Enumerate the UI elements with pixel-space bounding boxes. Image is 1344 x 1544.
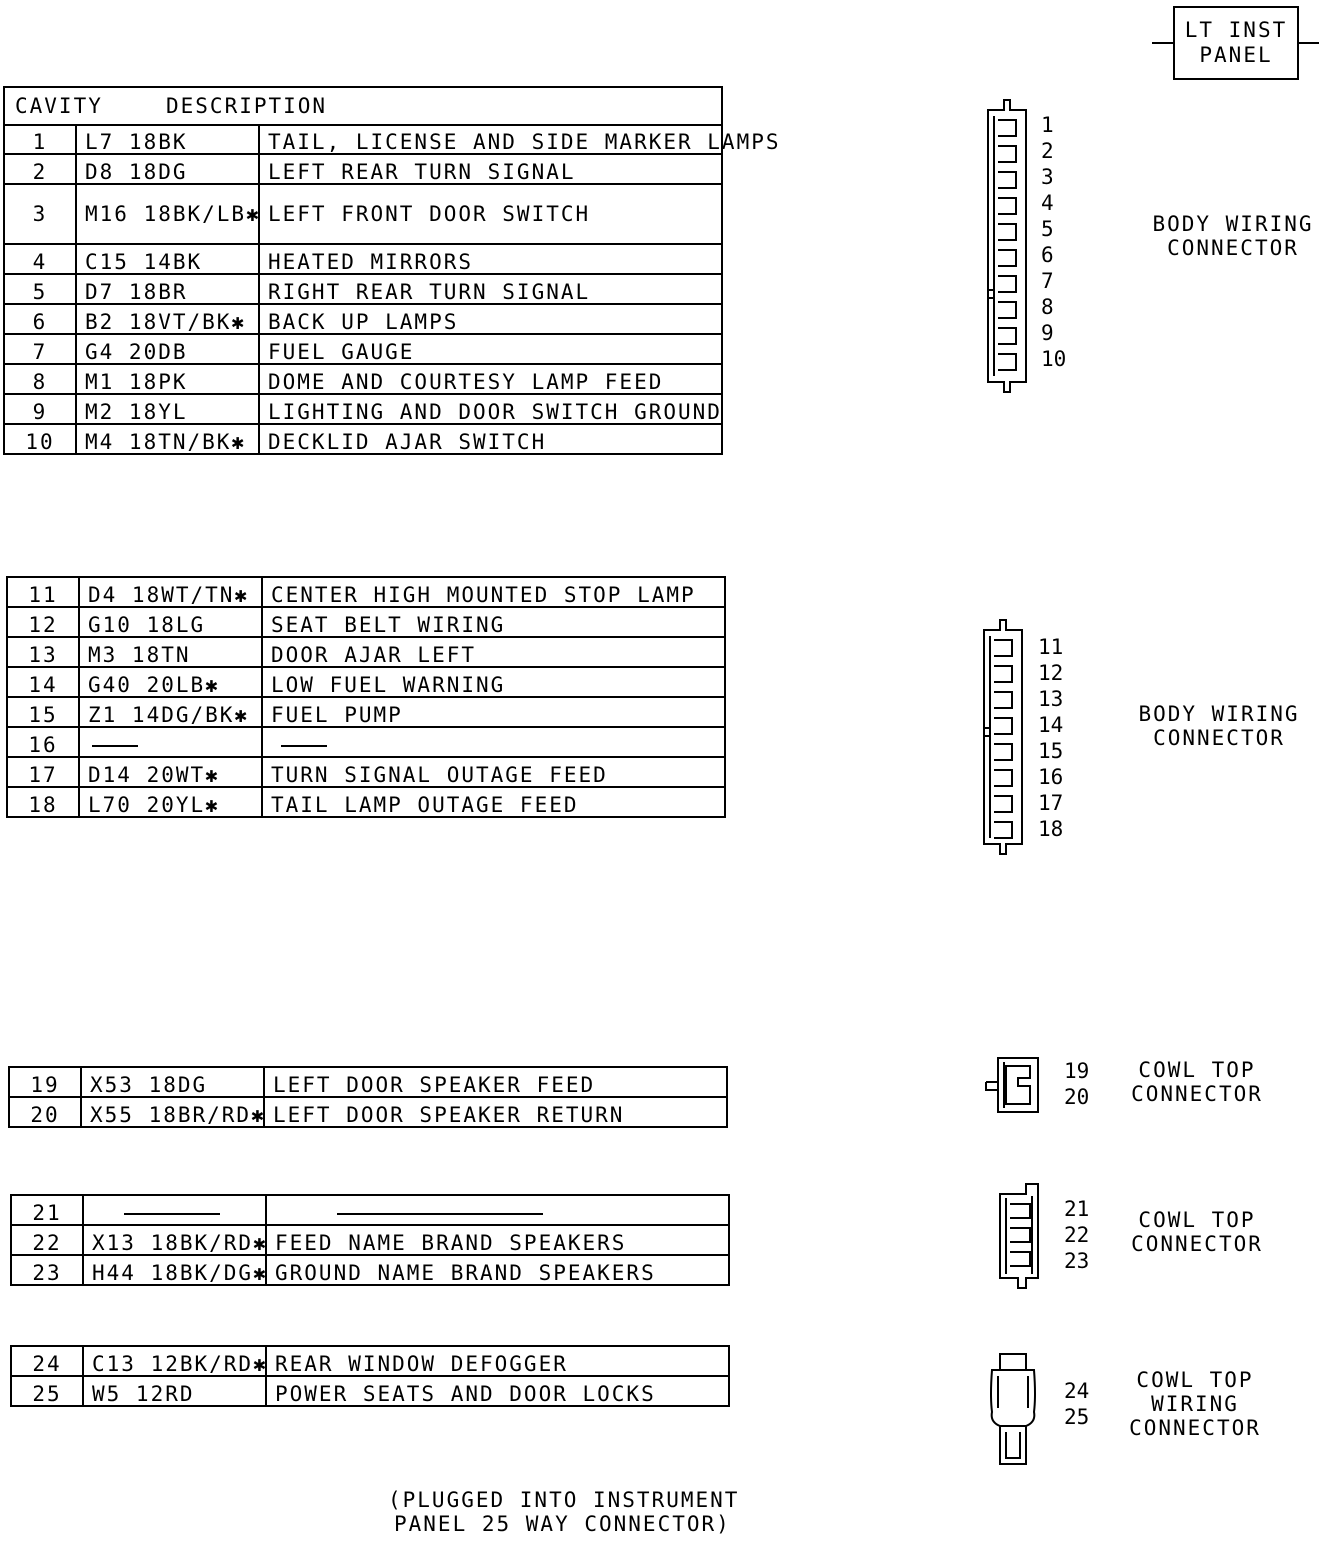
cowl-top-connector-2-icon	[996, 1182, 1044, 1290]
pin-number: 4	[1041, 191, 1054, 215]
table-row	[11, 1225, 729, 1255]
cavity-cell: 17	[7, 757, 79, 787]
cavity-cell: 4	[4, 244, 76, 274]
description-header: DESCRIPTION	[76, 87, 722, 125]
wire-cell: G10 18LG	[79, 607, 262, 637]
empty-description-dash	[337, 1213, 543, 1215]
table-row	[7, 757, 725, 787]
wire-cell: D4 18WT/TN✱	[79, 577, 262, 607]
table-row	[7, 697, 725, 727]
pin-number: 16	[1038, 765, 1064, 789]
connector-label-line2: CONNECTOR	[1167, 236, 1299, 260]
table-row	[4, 184, 722, 244]
cavity-cell: 24	[11, 1346, 83, 1376]
pin-number: 1	[1041, 113, 1054, 137]
pin-number: 8	[1041, 295, 1054, 319]
pin-number: 22	[1064, 1223, 1090, 1247]
pin-number: 5	[1041, 217, 1054, 241]
table-row	[4, 304, 722, 334]
wire-cell: C15 14BK	[76, 244, 259, 274]
empty-wire-dash	[124, 1213, 220, 1215]
cavity-cell: 25	[11, 1376, 83, 1406]
pin-number: 6	[1041, 243, 1054, 267]
cavity-cell: 9	[4, 394, 76, 424]
pin-number: 14	[1038, 713, 1064, 737]
table-row	[7, 787, 725, 817]
pin-number: 18	[1038, 817, 1064, 841]
description-cell: FUEL GAUGE	[259, 334, 722, 364]
description-cell: GROUND NAME BRAND SPEAKERS	[266, 1255, 729, 1285]
description-cell: FUEL PUMP	[262, 697, 725, 727]
pin-number: 19	[1064, 1059, 1090, 1083]
description-cell-empty	[262, 727, 725, 757]
connector-label-line2: WIRING	[1151, 1392, 1239, 1416]
cavity-table-3	[8, 1066, 728, 1128]
connector-2-pin-numbers	[1038, 634, 1063, 842]
cavity-cell: 22	[11, 1225, 83, 1255]
cavity-cell: 14	[7, 667, 79, 697]
empty-wire-dash	[92, 745, 138, 747]
wire-cell: H44 18BK/DG✱	[83, 1255, 266, 1285]
table-row	[11, 1346, 729, 1376]
table-row	[7, 667, 725, 697]
connector-label-line1: BODY WIRING	[1152, 212, 1314, 236]
pin-number: 11	[1038, 635, 1064, 659]
cavity-cell: 18	[7, 787, 79, 817]
cavity-cell: 16	[7, 727, 79, 757]
cavity-cell: 23	[11, 1255, 83, 1285]
table-row	[9, 1067, 727, 1097]
connector-label-line3: CONNECTOR	[1129, 1416, 1261, 1440]
wire-cell: W5 12RD	[83, 1376, 266, 1406]
description-cell: TAIL LAMP OUTAGE FEED	[262, 787, 725, 817]
description-cell: LOW FUEL WARNING	[262, 667, 725, 697]
table-row	[4, 125, 722, 154]
description-cell: RIGHT REAR TURN SIGNAL	[259, 274, 722, 304]
wire-cell: D14 20WT✱	[79, 757, 262, 787]
pin-number: 23	[1064, 1249, 1090, 1273]
table-header-row	[4, 87, 722, 125]
connector-label-line1: COWL TOP	[1138, 1208, 1256, 1232]
cavity-cell: 10	[4, 424, 76, 454]
panel-label-leader-right	[1297, 42, 1319, 44]
table-row	[7, 607, 725, 637]
empty-description-dash	[281, 745, 327, 747]
connector-label-line2: CONNECTOR	[1131, 1082, 1263, 1106]
connector-label-line1: COWL TOP	[1136, 1368, 1254, 1392]
connector-4-label	[1122, 1208, 1272, 1256]
pin-number: 9	[1041, 321, 1054, 345]
body-wiring-connector-1-icon	[984, 98, 1030, 394]
pin-number: 3	[1041, 165, 1054, 189]
cavity-cell: 7	[4, 334, 76, 364]
cavity-cell: 2	[4, 154, 76, 184]
cavity-header: CAVITY	[4, 87, 76, 125]
cavity-cell: 5	[4, 274, 76, 304]
cavity-table-1	[3, 86, 781, 455]
panel-label-leader-left	[1152, 42, 1174, 44]
table-row	[4, 364, 722, 394]
pin-number: 7	[1041, 269, 1054, 293]
wire-cell: D7 18BR	[76, 274, 259, 304]
pin-number: 10	[1041, 347, 1067, 371]
connector-3-label	[1122, 1058, 1272, 1106]
pin-number: 12	[1038, 661, 1064, 685]
table-row	[4, 334, 722, 364]
connector-label-line2: CONNECTOR	[1131, 1232, 1263, 1256]
cavity-cell: 3	[4, 184, 76, 244]
description-cell: LEFT DOOR SPEAKER RETURN	[264, 1097, 727, 1127]
wire-cell: B2 18VT/BK✱	[76, 304, 259, 334]
description-cell: LEFT REAR TURN SIGNAL	[259, 154, 722, 184]
wire-cell-empty	[79, 727, 262, 757]
description-cell: LEFT FRONT DOOR SWITCH	[259, 184, 722, 244]
description-cell-empty	[266, 1195, 729, 1225]
wire-cell: M1 18PK	[76, 364, 259, 394]
wire-cell: D8 18DG	[76, 154, 259, 184]
wire-cell: X53 18DG	[81, 1067, 264, 1097]
cavity-cell: 21	[11, 1195, 83, 1225]
table-row	[11, 1195, 729, 1225]
cowl-top-connector-1-icon	[984, 1056, 1044, 1116]
connector-4-pin-numbers	[1064, 1196, 1089, 1274]
table-row	[11, 1376, 729, 1406]
cavity-cell: 1	[4, 125, 76, 154]
description-cell: LEFT DOOR SPEAKER FEED	[264, 1067, 727, 1097]
wire-cell: M4 18TN/BK✱	[76, 424, 259, 454]
cowl-top-wiring-connector-icon	[984, 1352, 1044, 1468]
footnote-line2: PANEL 25 WAY CONNECTOR)	[394, 1512, 731, 1536]
cavity-cell: 8	[4, 364, 76, 394]
panel-label	[1173, 6, 1299, 80]
table-row	[4, 244, 722, 274]
wire-cell: G4 20DB	[76, 334, 259, 364]
wire-cell: X55 18BR/RD✱	[81, 1097, 264, 1127]
pin-number: 2	[1041, 139, 1054, 163]
connector-1-pin-numbers	[1041, 112, 1066, 372]
description-cell: REAR WINDOW DEFOGGER	[266, 1346, 729, 1376]
cavity-cell: 6	[4, 304, 76, 334]
description-cell: FEED NAME BRAND SPEAKERS	[266, 1225, 729, 1255]
panel-label-line2: PANEL	[1199, 43, 1273, 67]
cavity-cell: 12	[7, 607, 79, 637]
pin-number: 20	[1064, 1085, 1090, 1109]
cavity-table-5	[10, 1345, 730, 1407]
description-cell: TAIL, LICENSE AND SIDE MARKER LAMPS	[259, 125, 722, 154]
connector-label-line1: COWL TOP	[1138, 1058, 1256, 1082]
wire-cell: X13 18BK/RD✱	[83, 1225, 266, 1255]
connector-label-line2: CONNECTOR	[1153, 726, 1285, 750]
cavity-table-2	[6, 576, 726, 818]
description-cell: DOOR AJAR LEFT	[262, 637, 725, 667]
wire-cell: G40 20LB✱	[79, 667, 262, 697]
wire-cell: M2 18YL	[76, 394, 259, 424]
wire-cell: Z1 14DG/BK✱	[79, 697, 262, 727]
table-row	[7, 577, 725, 607]
connector-5-label	[1120, 1368, 1270, 1440]
description-cell: BACK UP LAMPS	[259, 304, 722, 334]
body-wiring-connector-2-icon	[980, 618, 1026, 856]
table-row	[4, 274, 722, 304]
connector-1-label	[1148, 212, 1318, 260]
pin-number: 24	[1064, 1379, 1090, 1403]
table-row	[4, 154, 722, 184]
table-row	[11, 1255, 729, 1285]
table-row	[4, 424, 722, 454]
cavity-cell: 13	[7, 637, 79, 667]
wire-cell: C13 12BK/RD✱	[83, 1346, 266, 1376]
wire-cell: M3 18TN	[79, 637, 262, 667]
description-cell: CENTER HIGH MOUNTED STOP LAMP	[262, 577, 725, 607]
panel-label-line1: LT INST	[1184, 18, 1288, 42]
cavity-cell: 15	[7, 697, 79, 727]
connector-2-label	[1134, 702, 1304, 750]
description-cell: POWER SEATS AND DOOR LOCKS	[266, 1376, 729, 1406]
cavity-cell: 20	[9, 1097, 81, 1127]
description-cell: DECKLID AJAR SWITCH	[259, 424, 722, 454]
connector-label-line1: BODY WIRING	[1138, 702, 1300, 726]
wire-cell-empty	[83, 1195, 266, 1225]
table-row	[7, 727, 725, 757]
description-cell: HEATED MIRRORS	[259, 244, 722, 274]
pin-number: 15	[1038, 739, 1064, 763]
cavity-cell: 11	[7, 577, 79, 607]
wire-cell: L70 20YL✱	[79, 787, 262, 817]
connector-5-pin-numbers	[1064, 1378, 1089, 1430]
cavity-table-4	[10, 1194, 730, 1286]
description-cell: TURN SIGNAL OUTAGE FEED	[262, 757, 725, 787]
description-cell: LIGHTING AND DOOR SWITCH GROUND	[259, 394, 722, 424]
table-row	[9, 1097, 727, 1127]
footnote-line1: (PLUGGED INTO INSTRUMENT	[388, 1488, 740, 1512]
pin-number: 13	[1038, 687, 1064, 711]
wire-cell: L7 18BK	[76, 125, 259, 154]
description-cell: DOME AND COURTESY LAMP FEED	[259, 364, 722, 394]
pin-number: 17	[1038, 791, 1064, 815]
table-row	[7, 637, 725, 667]
table-row	[4, 394, 722, 424]
pin-number: 25	[1064, 1405, 1090, 1429]
connector-3-pin-numbers	[1064, 1058, 1089, 1110]
pin-number: 21	[1064, 1197, 1090, 1221]
wire-cell: M16 18BK/LB✱	[76, 184, 259, 244]
footnote	[388, 1488, 739, 1536]
cavity-cell: 19	[9, 1067, 81, 1097]
description-cell: SEAT BELT WIRING	[262, 607, 725, 637]
